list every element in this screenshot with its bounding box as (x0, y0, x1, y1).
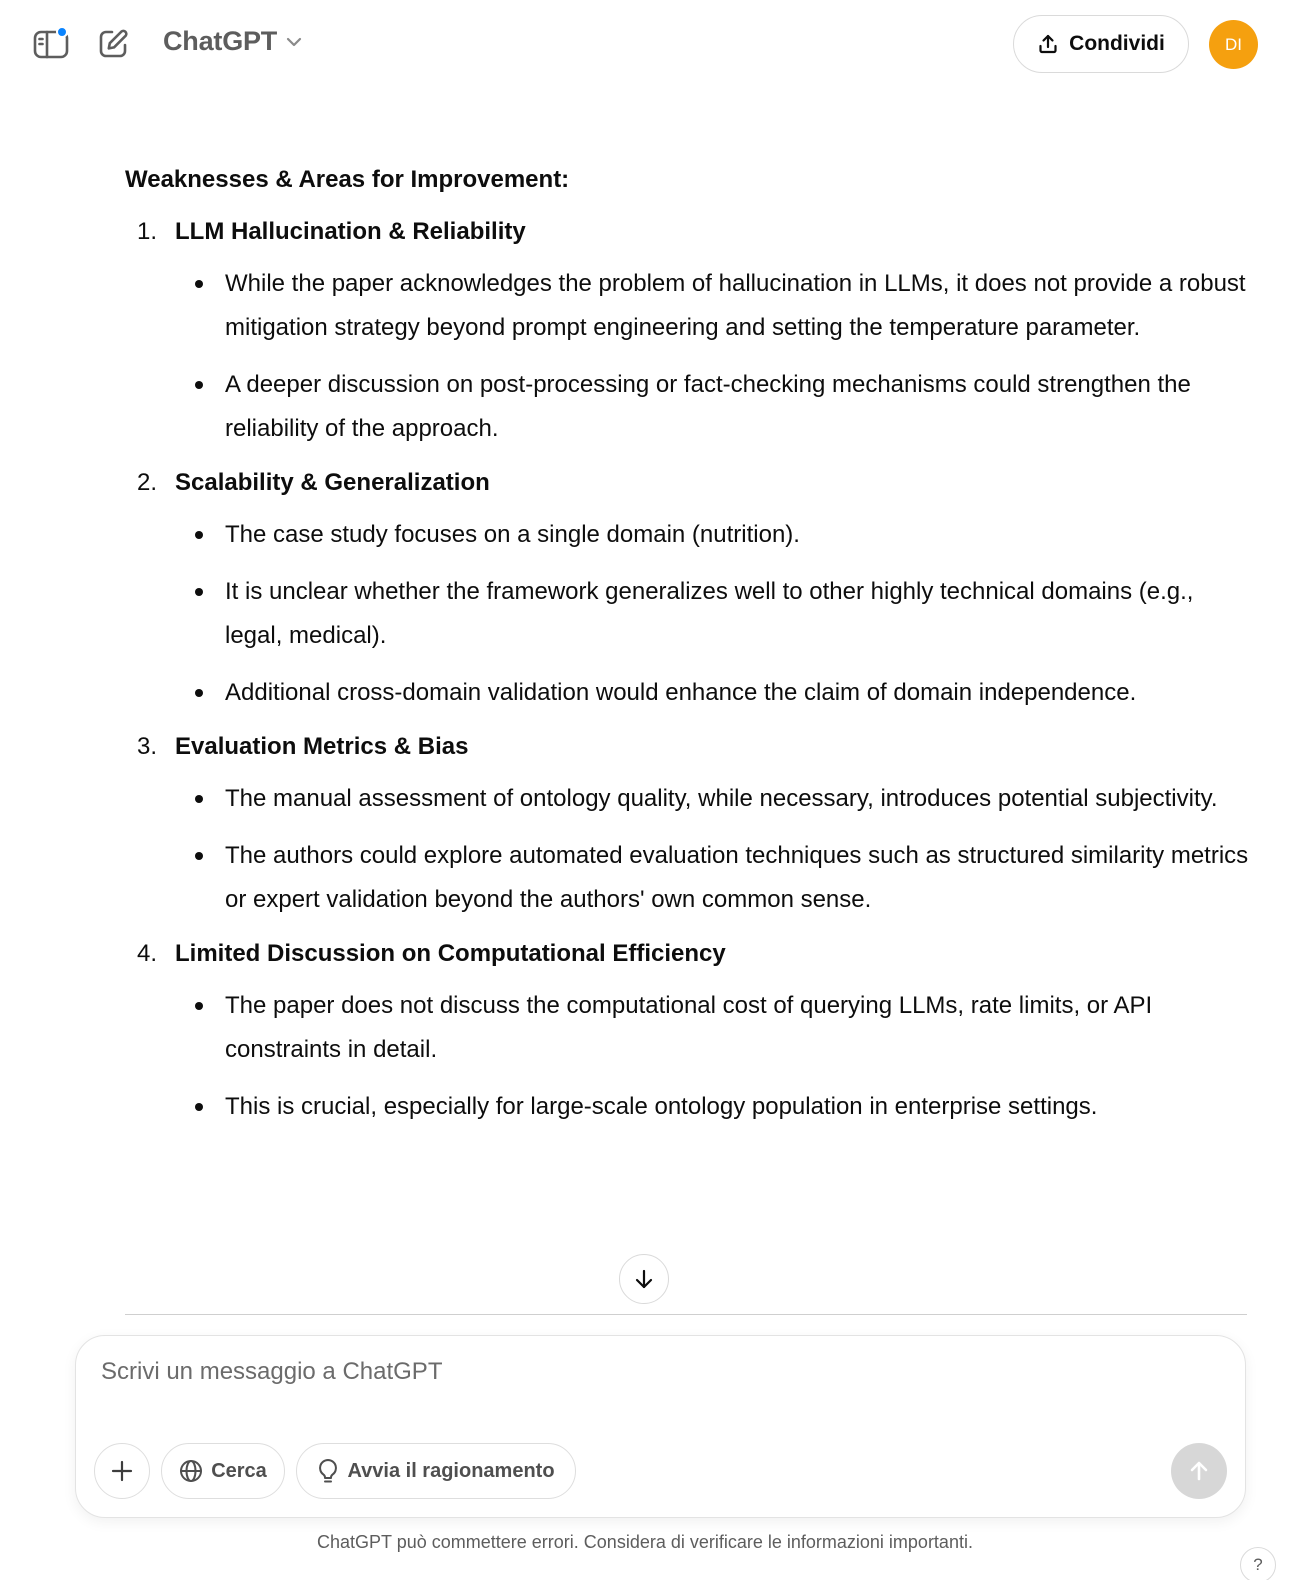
send-button[interactable] (1171, 1443, 1227, 1499)
item-number: 1. (137, 218, 158, 245)
item-title: Evaluation Metrics & Bias (175, 733, 469, 760)
item-number: 4. (137, 940, 158, 967)
numbered-item (125, 214, 1250, 451)
bullet-item: The authors could explore automated evaluation techniques such as structured similarity metrics or expert validation beyond the authors' own common sense. (175, 834, 1250, 922)
arrow-down-icon (632, 1267, 656, 1291)
share-button[interactable] (1013, 15, 1189, 73)
reasoning-button[interactable] (296, 1443, 576, 1499)
bullet-list (175, 777, 1250, 922)
sidebar-toggle-button[interactable] (29, 22, 73, 66)
item-number: 3. (137, 733, 158, 760)
add-attachment-button[interactable] (94, 1443, 150, 1499)
message-input[interactable] (101, 1358, 1181, 1386)
search-label: Cerca (211, 1459, 267, 1482)
numbered-item (125, 465, 1250, 715)
lightbulb-icon (317, 1458, 339, 1484)
model-selector[interactable] (163, 26, 303, 57)
help-button[interactable]: ? (1240, 1547, 1276, 1580)
item-title: Scalability & Generalization (175, 469, 490, 496)
bullet-item: While the paper acknowledges the problem of hallucination in LLMs, it does not provide a robust mitigation strategy beyond prompt engineering and setting the temperature parameter. (175, 262, 1250, 350)
user-avatar[interactable]: DI (1209, 20, 1258, 69)
bullet-list (175, 984, 1250, 1129)
divider (125, 1314, 1247, 1315)
bullet-list (175, 262, 1250, 451)
bullet-list (175, 513, 1250, 715)
notification-dot (56, 26, 68, 38)
item-title: Limited Discussion on Computational Efficiency (175, 940, 726, 967)
top-bar (0, 0, 1297, 90)
reasoning-label: Avvia il ragionamento (347, 1459, 555, 1482)
item-number: 2. (137, 469, 158, 496)
share-label: Condividi (1069, 32, 1165, 55)
disclaimer-text: ChatGPT può commettere errori. Considera di verificare le informazioni importanti. (317, 1532, 973, 1552)
item-title: LLM Hallucination & Reliability (175, 218, 526, 245)
numbered-item (125, 729, 1250, 922)
scroll-to-bottom-button[interactable] (619, 1254, 669, 1304)
edit-icon (97, 28, 129, 60)
search-button[interactable] (161, 1443, 285, 1499)
bullet-item: The manual assessment of ontology quality, while necessary, introduces potential subjectivity. (175, 777, 1250, 821)
assistant-message (125, 162, 1250, 1143)
globe-icon (179, 1459, 203, 1483)
bullet-item: The case study focuses on a single domain (nutrition). (175, 513, 1250, 557)
model-name: ChatGPT (163, 26, 278, 56)
share-icon (1037, 33, 1059, 55)
section-title: Weaknesses & Areas for Improvement: (125, 166, 570, 193)
bullet-item: Additional cross-domain validation would enhance the claim of domain independence. (175, 671, 1250, 715)
plus-icon (110, 1459, 134, 1483)
chevron-down-icon (285, 36, 303, 48)
new-chat-button[interactable] (91, 22, 135, 66)
message-composer (75, 1335, 1246, 1518)
bullet-item: It is unclear whether the framework generalizes well to other highly technical domains (e.g., legal, medical). (175, 570, 1250, 658)
bullet-item: The paper does not discuss the computational cost of querying LLMs, rate limits, or API constraints in detail. (175, 984, 1250, 1072)
bullet-item: A deeper discussion on post-processing or fact-checking mechanisms could strengthen the reliability of the approach. (175, 363, 1250, 451)
numbered-item (125, 936, 1250, 1129)
bullet-item: This is crucial, especially for large-scale ontology population in enterprise settings. (175, 1085, 1250, 1129)
arrow-up-icon (1187, 1459, 1211, 1483)
